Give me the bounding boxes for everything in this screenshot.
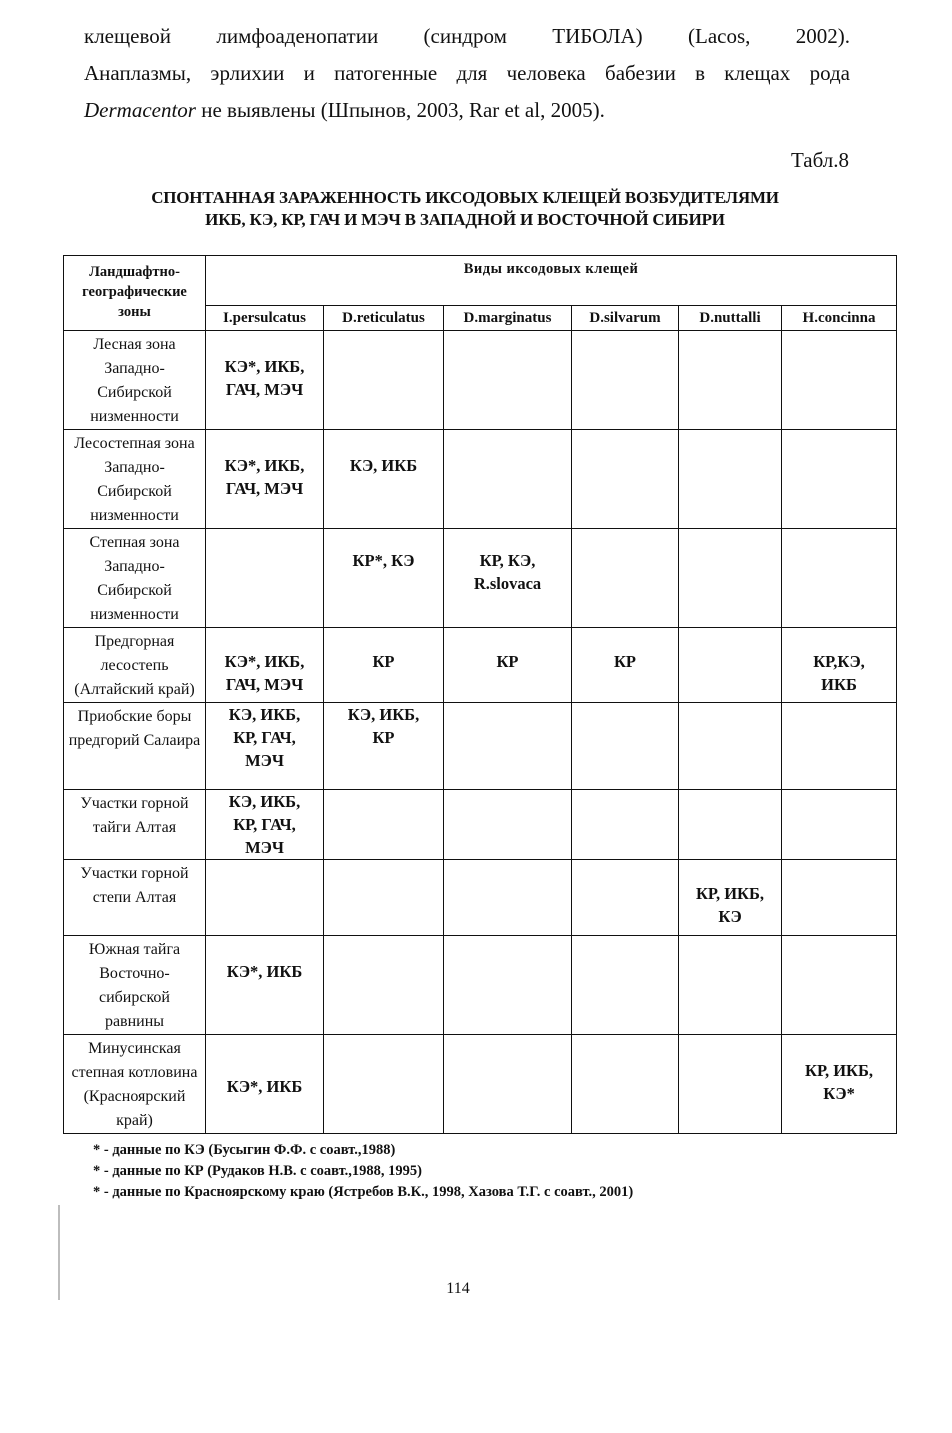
species-group-header: Виды иксодовых клещей <box>206 256 897 306</box>
zone-line: (Красноярский <box>83 1088 186 1105</box>
zone-line: Сибирской <box>97 384 172 401</box>
pathogen-line: КЭ*, ИКБ, <box>224 652 305 671</box>
table-row <box>64 703 897 790</box>
pathogen-cell <box>679 936 782 1035</box>
pathogen-cell <box>782 860 897 936</box>
pathogen-line: КЭ*, ИКБ, <box>224 456 305 475</box>
pathogen-line: КР,КЭ, <box>813 652 865 671</box>
zone-cell <box>64 860 206 936</box>
pathogen-cell <box>782 529 897 628</box>
pathogen-line: КР, ГАЧ, <box>233 728 296 747</box>
zone-line: Минусинская <box>88 1040 181 1057</box>
body-paragraph <box>84 18 850 129</box>
zone-line: Сибирской <box>97 582 172 599</box>
pathogen-cell <box>206 703 324 790</box>
genus-name: Dermacentor <box>84 98 196 122</box>
pathogen-line: КР <box>372 652 395 671</box>
pathogen-cell <box>444 790 572 860</box>
pathogen-line: КЭ, ИКБ, <box>347 705 420 724</box>
zone-line: низменности <box>90 507 179 524</box>
species-header: D.reticulatus <box>324 306 444 331</box>
zone-cell <box>64 628 206 703</box>
zone-line: равнины <box>104 1013 165 1030</box>
pathogen-line: МЭЧ <box>245 838 284 857</box>
zone-line: Участки горной <box>80 865 189 882</box>
pathogen-cell <box>572 331 679 430</box>
pathogen-line: КР <box>372 728 395 747</box>
table-row <box>64 1035 897 1134</box>
zone-header-line: Ландшафтно- <box>89 264 180 280</box>
pathogen-cell <box>324 331 444 430</box>
pathogen-cell <box>679 1035 782 1134</box>
zone-line: предгорий Салаира <box>68 732 201 749</box>
pathogen-cell <box>444 703 572 790</box>
zone-line: степи Алтая <box>92 889 177 906</box>
zone-line: край) <box>116 1112 153 1129</box>
footnotes <box>93 1140 633 1203</box>
zone-column-header <box>64 256 206 331</box>
pathogen-cell <box>206 936 324 1035</box>
pathogen-cell <box>324 860 444 936</box>
pathogen-cell <box>679 529 782 628</box>
table-row <box>64 529 897 628</box>
zone-line: Западно- <box>104 459 165 476</box>
zone-cell <box>64 703 206 790</box>
table-row <box>64 628 897 703</box>
pathogen-cell <box>324 936 444 1035</box>
pathogen-cell <box>324 703 444 790</box>
zone-cell <box>64 936 206 1035</box>
pathogen-cell <box>679 703 782 790</box>
pathogen-cell <box>444 1035 572 1134</box>
pathogen-cell <box>782 790 897 860</box>
pathogen-cell <box>444 430 572 529</box>
paragraph-line-2: Анаплазмы, эрлихии и патогенные для человека бабезии в клещах рода <box>84 61 850 85</box>
pathogen-cell <box>782 936 897 1035</box>
zone-line: сибирской <box>99 989 170 1006</box>
pathogen-line: R.slovaca <box>473 574 542 593</box>
table-row <box>64 860 897 936</box>
zone-line: Западно- <box>104 558 165 575</box>
zone-line: Степная зона <box>89 534 180 551</box>
pathogen-line: КЭ, ИКБ, <box>228 792 301 811</box>
page-number: 114 <box>446 1280 470 1297</box>
zone-line: Приобские боры <box>77 708 192 725</box>
pathogen-line: КР, ИКБ, <box>695 884 765 903</box>
infection-table <box>63 255 897 1134</box>
pathogen-cell <box>206 860 324 936</box>
zone-cell <box>64 331 206 430</box>
pathogen-cell <box>324 430 444 529</box>
pathogen-line: КЭ*, ИКБ, <box>224 357 305 376</box>
pathogen-cell <box>679 790 782 860</box>
pathogen-cell <box>572 628 679 703</box>
pathogen-cell <box>206 790 324 860</box>
pathogen-cell <box>206 430 324 529</box>
pathogen-line: ГАЧ, МЭЧ <box>225 479 304 498</box>
pathogen-line: КЭ*, ИКБ <box>226 1077 303 1096</box>
pathogen-cell <box>572 790 679 860</box>
footnote: * - данные по КЭ (Бусыгин Ф.Ф. с соавт.,1988) <box>93 1142 396 1158</box>
pathogen-line: КР*, КЭ <box>352 551 415 570</box>
pathogen-line: МЭЧ <box>245 751 284 770</box>
pathogen-line: ГАЧ, МЭЧ <box>225 675 304 694</box>
pathogen-cell <box>324 790 444 860</box>
paragraph-line-1: клещевой лимфоаденопатии (синдром ТИБОЛА) (Lacos, 2002). <box>84 24 850 48</box>
pathogen-cell <box>572 936 679 1035</box>
pathogen-cell <box>679 430 782 529</box>
pathogen-cell <box>679 628 782 703</box>
zone-line: Лесная зона <box>93 336 176 353</box>
table-row <box>64 430 897 529</box>
table-row <box>64 331 897 430</box>
table-title-line-1: СПОНТАННАЯ ЗАРАЖЕННОСТЬ ИКСОДОВЫХ КЛЕЩЕЙ ВОЗБУДИТЕЛЯМИ <box>151 188 779 207</box>
paragraph-line-3-rest: не выявлены (Шпынов, 2003, Rar et al, 2005). <box>195 98 605 122</box>
pathogen-cell <box>444 529 572 628</box>
pathogen-cell <box>572 703 679 790</box>
pathogen-cell <box>782 430 897 529</box>
pathogen-line: КЭ*, ИКБ <box>226 962 303 981</box>
pathogen-cell <box>444 331 572 430</box>
zone-line: тайги Алтая <box>92 819 177 836</box>
species-header: I.persulcatus <box>206 306 324 331</box>
table-label: Табл.8 <box>790 148 849 172</box>
table-body <box>64 256 897 1134</box>
zone-line: низменности <box>90 606 179 623</box>
pathogen-cell <box>324 529 444 628</box>
zone-line: Лесостепная зона <box>74 435 195 452</box>
pathogen-cell <box>572 529 679 628</box>
zone-cell <box>64 790 206 860</box>
species-header: D.nuttalli <box>679 306 782 331</box>
pathogen-cell <box>782 331 897 430</box>
species-header: D.marginatus <box>444 306 572 331</box>
paragraph-line-3 <box>84 92 850 129</box>
pathogen-cell <box>206 1035 324 1134</box>
pathogen-line: КЭ <box>718 907 742 926</box>
pathogen-line: КР, ГАЧ, <box>233 815 296 834</box>
species-header: H.concinna <box>782 306 897 331</box>
pathogen-cell <box>782 1035 897 1134</box>
zone-header-line: географические <box>82 284 187 300</box>
pathogen-cell <box>444 936 572 1035</box>
zone-line: Сибирской <box>97 483 172 500</box>
table-row <box>64 790 897 860</box>
pathogen-cell <box>572 860 679 936</box>
pathogen-cell <box>679 331 782 430</box>
pathogen-cell <box>324 628 444 703</box>
pathogen-line: КЭ* <box>823 1084 855 1103</box>
pathogen-cell <box>324 1035 444 1134</box>
zone-line: Участки горной <box>80 795 189 812</box>
zone-cell <box>64 1035 206 1134</box>
zone-line: Южная тайга <box>88 941 181 958</box>
table-title-line-2: ИКБ, КЭ, КР, ГАЧ И МЭЧ В ЗАПАДНОЙ И ВОСТОЧНОЙ СИБИРИ <box>205 210 725 229</box>
zone-line: (Алтайский край) <box>74 681 195 698</box>
pathogen-cell <box>782 628 897 703</box>
pathogen-cell <box>206 529 324 628</box>
pathogen-cell <box>206 628 324 703</box>
species-header: D.silvarum <box>572 306 679 331</box>
zone-line: Предгорная <box>94 633 175 650</box>
pathogen-cell <box>444 628 572 703</box>
zone-line: Западно- <box>104 360 165 377</box>
pathogen-line: КР, КЭ, <box>479 551 536 570</box>
footnote: * - данные по Красноярскому краю (Ястребов В.К., 1998, Хазова Т.Г. с соавт., 2001) <box>93 1184 634 1200</box>
zone-cell <box>64 529 206 628</box>
table-title <box>60 187 870 231</box>
pathogen-cell <box>572 430 679 529</box>
zone-line: степная котловина <box>71 1064 198 1081</box>
pathogen-line: КР <box>496 652 519 671</box>
zone-cell <box>64 430 206 529</box>
pathogen-cell <box>679 860 782 936</box>
pathogen-line: КР, ИКБ, <box>804 1061 874 1080</box>
zone-line: лесостепь <box>100 657 169 674</box>
pathogen-cell <box>572 1035 679 1134</box>
footnote: * - данные по КР (Рудаков Н.В. с соавт.,1988, 1995) <box>93 1163 422 1179</box>
table-row <box>64 936 897 1035</box>
pathogen-cell <box>444 860 572 936</box>
pathogen-line: КР <box>613 652 637 671</box>
pathogen-cell <box>782 703 897 790</box>
pathogen-line: КЭ, ИКБ, <box>228 705 301 724</box>
zone-line: Восточно- <box>99 965 170 982</box>
pathogen-line: КЭ, ИКБ <box>349 456 418 475</box>
pathogen-line: ИКБ <box>821 675 857 694</box>
zone-header-line: зоны <box>118 304 151 320</box>
header-row <box>64 256 897 306</box>
pathogen-cell <box>206 331 324 430</box>
pathogen-line: ГАЧ, МЭЧ <box>225 380 304 399</box>
zone-line: низменности <box>90 408 179 425</box>
